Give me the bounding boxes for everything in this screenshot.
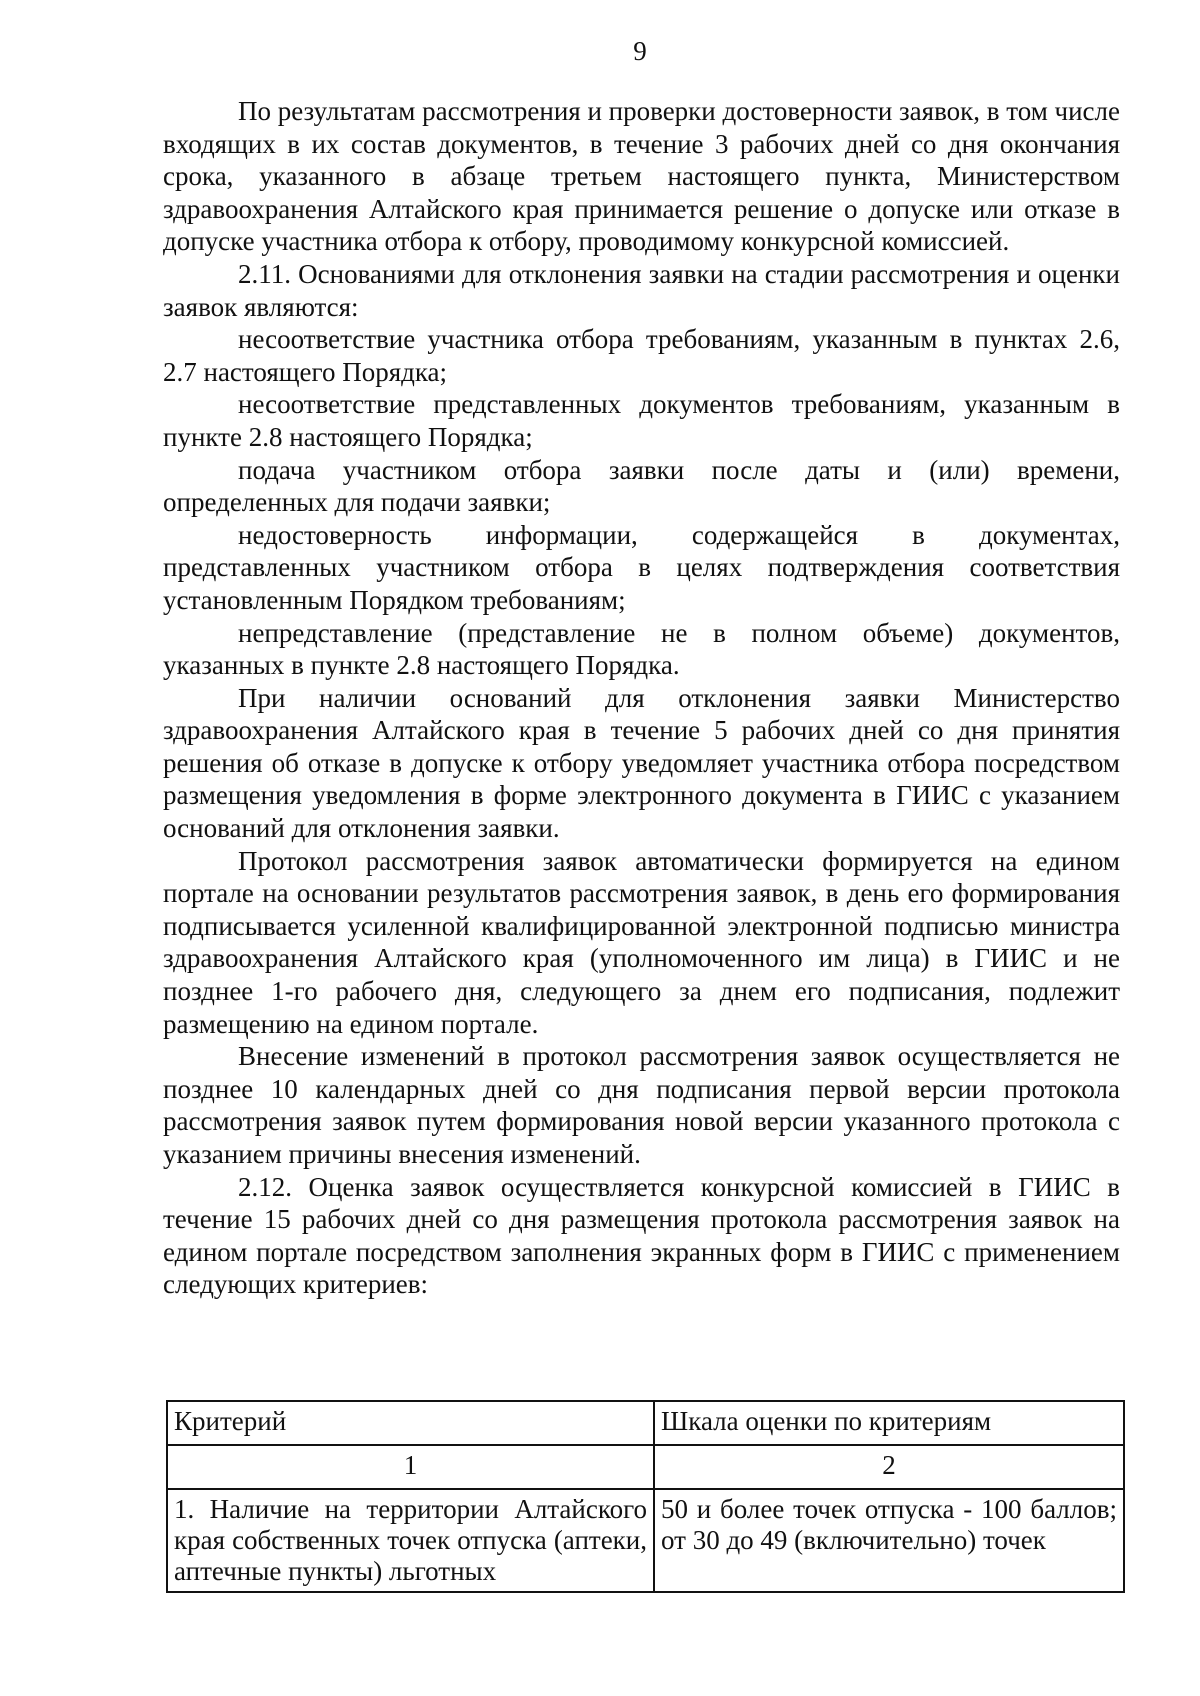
table-column-numbers-row xyxy=(167,1445,1124,1489)
column-number-2: 2 xyxy=(654,1445,1124,1489)
paragraph: недостоверность информации, содержащейся в документах, представленных участником отбора в целях подтверждения соответствия установленным Порядком требованиям; xyxy=(163,519,1120,615)
paragraph: 2.12. Оценка заявок осуществляется конкурсной комиссией в ГИИС в течение 15 рабочих дней со дня размещения протокола рассмотрения заявок на едином портале посредством заполнения экранных форм в ГИИС с применением следующих критериев: xyxy=(163,1171,1120,1300)
header-scale: Шкала оценки по критериям xyxy=(654,1401,1124,1445)
header-criterion: Критерий xyxy=(167,1401,654,1445)
paragraph: 2.11. Основаниями для отклонения заявки на стадии рассмотрения и оценки заявок являются: xyxy=(163,258,1120,322)
document-body xyxy=(163,95,1120,1301)
table-header-row xyxy=(167,1401,1124,1445)
page-number: 9 xyxy=(633,36,647,66)
criteria-table xyxy=(166,1400,1125,1593)
paragraph: При наличии оснований для отклонения заявки Министерство здравоохранения Алтайского края в течение 5 рабочих дней со дня принятия решения об отказе в допуске к отбору уведомляет участника отбора посредством размещения уведомления в форме электронного документа в ГИИС с указанием оснований для отклонения заявки. xyxy=(163,682,1120,844)
scale-cell: 50 и более точек отпуска - 100 баллов; от 30 до 49 (включительно) точек xyxy=(654,1489,1124,1592)
paragraph: подача участником отбора заявки после даты и (или) времени, определенных для подачи заявки; xyxy=(163,454,1120,518)
table-row xyxy=(167,1489,1124,1592)
paragraph: Протокол рассмотрения заявок автоматически формируется на едином портале на основании результатов рассмотрения заявок, в день его формирования подписывается усиленной квалифицированной электронной подписью министра здравоохранения Алтайского края (уполномоченного им лица) в ГИИС и не позднее 1-го рабочего дня, следующего за днем его подписания, подлежит размещению на едином портале. xyxy=(163,845,1120,1039)
paragraph: По результатам рассмотрения и проверки достоверности заявок, в том числе входящих в их состав документов, в течение 3 рабочих дней со дня окончания срока, указанного в абзаце третьем настоящего пункта, Министерством здравоохранения Алтайского края принимается решение о допуске или отказе в допуске участника отбора к отбору, проводимому конкурсной комиссией. xyxy=(163,96,1120,257)
paragraph: несоответствие участника отбора требованиям, указанным в пунктах 2.6, 2.7 настоящего Порядка; xyxy=(163,324,1120,387)
paragraph: непредставление (представление не в полном объеме) документов, указанных в пункте 2.8 настоящего Порядка. xyxy=(163,617,1120,681)
paragraph: несоответствие представленных документов требованиям, указанным в пункте 2.8 настоящего Порядка; xyxy=(163,389,1120,452)
paragraph: Внесение изменений в протокол рассмотрения заявок осуществляется не позднее 10 календарных дней со дня подписания первой версии протокола рассмотрения заявок путем формирования новой версии указанного протокола с указанием причины внесения изменений. xyxy=(163,1041,1120,1169)
criterion-cell: 1. Наличие на территории Алтайского края собственных точек отпуска (аптеки, аптечные пункты) льготных xyxy=(167,1489,654,1592)
column-number-1: 1 xyxy=(167,1445,654,1489)
